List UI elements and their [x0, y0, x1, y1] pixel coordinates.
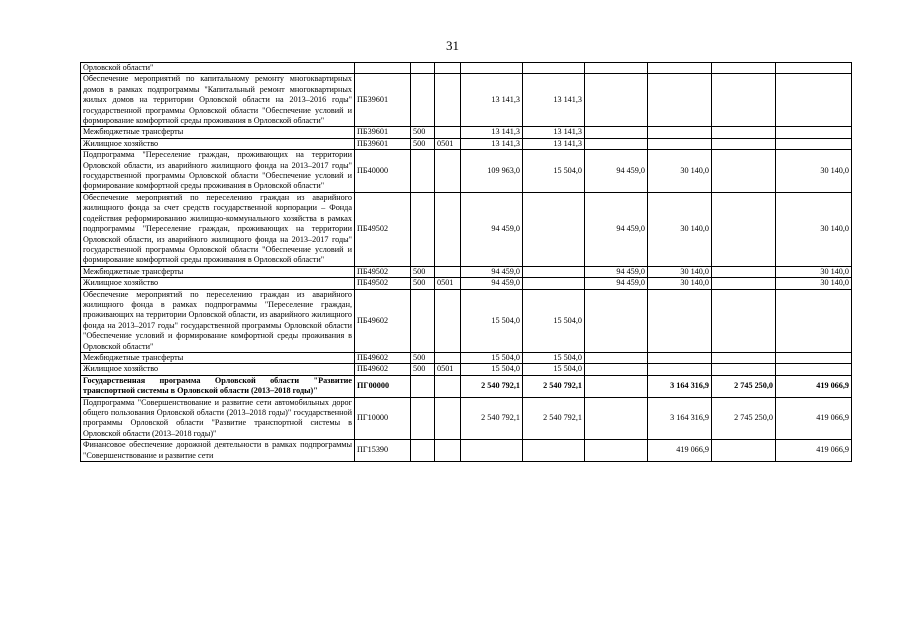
row-amount-3	[585, 289, 648, 352]
table-row	[81, 192, 852, 266]
row-amount-3: 94 459,0	[585, 278, 648, 289]
row-amount-4: 30 140,0	[648, 150, 712, 193]
row-vr	[411, 375, 435, 397]
table-row	[81, 74, 852, 127]
row-amount-4	[648, 364, 712, 375]
row-amount-2: 15 504,0	[523, 150, 585, 193]
row-amount-6	[776, 63, 852, 74]
row-section	[435, 266, 461, 277]
row-amount-6: 30 140,0	[776, 192, 852, 266]
row-name: Государственная программа Орловской области "Развитие транспортной системы в Орловской области (2013–2018 годы)"	[81, 375, 355, 397]
row-amount-2: 2 540 792,1	[523, 397, 585, 440]
row-section	[435, 192, 461, 266]
row-name: Обеспечение мероприятий по переселению граждан из аварийного жилищного фонда в рамках подпрограммы "Переселение граждан, проживающих на территории Орловской области, из аварийного жилищного фонда на 2013–2017 годы" государственной программы Орловской области "Обеспечение условий и формирование комфортной среды проживания в Орловской области"	[81, 289, 355, 352]
row-amount-3	[585, 364, 648, 375]
row-amount-3: 94 459,0	[585, 150, 648, 193]
table-row	[81, 364, 852, 375]
row-amount-6	[776, 289, 852, 352]
table-row	[81, 289, 852, 352]
row-amount-2: 15 504,0	[523, 364, 585, 375]
row-amount-6: 30 140,0	[776, 150, 852, 193]
row-name: Жилищное хозяйство	[81, 364, 355, 375]
row-amount-5	[712, 150, 776, 193]
row-amount-1: 109 963,0	[461, 150, 523, 193]
row-amount-5	[712, 63, 776, 74]
row-code: ПГ10000	[355, 397, 411, 440]
row-amount-1: 2 540 792,1	[461, 397, 523, 440]
row-section: 0501	[435, 138, 461, 149]
row-name: Обеспечение мероприятий по капитальному ремонту многоквартирных домов в рамках подпрограммы "Капитальный ремонт многоквартирных жилых домов на территории Орловской области на 2013–2016 годы" государственной программы Орловской области "Обеспечение условий и формирование комфортной среды проживания в Орловской области"	[81, 74, 355, 127]
row-amount-3	[585, 397, 648, 440]
row-amount-5	[712, 352, 776, 363]
row-vr	[411, 150, 435, 193]
row-name: Жилищное хозяйство	[81, 138, 355, 149]
row-amount-4	[648, 138, 712, 149]
row-amount-6: 30 140,0	[776, 278, 852, 289]
row-name: Подпрограмма "Переселение граждан, проживающих на территории Орловской области, из аварийного жилищного фонда на 2013–2017 годы" государственной программы Орловской области "Обеспечение условий и формирование комфортной среды проживания в Орловской области"	[81, 150, 355, 193]
row-amount-6: 419 066,9	[776, 440, 852, 462]
row-code: ПБ49602	[355, 289, 411, 352]
row-vr: 500	[411, 266, 435, 277]
row-amount-3	[585, 74, 648, 127]
row-amount-5	[712, 138, 776, 149]
row-amount-4	[648, 63, 712, 74]
row-amount-3	[585, 138, 648, 149]
row-vr	[411, 74, 435, 127]
row-amount-4: 30 140,0	[648, 278, 712, 289]
row-code: ПБ49602	[355, 364, 411, 375]
table-row	[81, 352, 852, 363]
row-amount-6	[776, 364, 852, 375]
table-row	[81, 278, 852, 289]
row-code: ПБ39601	[355, 74, 411, 127]
row-vr: 500	[411, 127, 435, 138]
row-section	[435, 127, 461, 138]
table-row	[81, 138, 852, 149]
row-amount-1: 15 504,0	[461, 352, 523, 363]
row-vr	[411, 440, 435, 462]
row-amount-6	[776, 74, 852, 127]
row-code: ПБ39601	[355, 127, 411, 138]
row-code: ПГ00000	[355, 375, 411, 397]
row-vr	[411, 397, 435, 440]
row-amount-5	[712, 278, 776, 289]
table-row	[81, 397, 852, 440]
row-amount-5	[712, 127, 776, 138]
row-amount-1: 15 504,0	[461, 289, 523, 352]
row-amount-6: 419 066,9	[776, 397, 852, 440]
row-amount-1: 94 459,0	[461, 278, 523, 289]
page-number: 31	[446, 38, 459, 53]
row-amount-2: 2 540 792,1	[523, 375, 585, 397]
row-amount-1: 13 141,3	[461, 74, 523, 127]
table-row	[81, 266, 852, 277]
row-amount-5: 2 745 250,0	[712, 375, 776, 397]
row-section	[435, 397, 461, 440]
row-amount-5	[712, 440, 776, 462]
table-row	[81, 440, 852, 462]
row-name: Орловской области"	[81, 63, 355, 74]
row-amount-1: 94 459,0	[461, 192, 523, 266]
row-amount-2: 15 504,0	[523, 352, 585, 363]
row-name: Жилищное хозяйство	[81, 278, 355, 289]
row-amount-2	[523, 440, 585, 462]
row-vr: 500	[411, 352, 435, 363]
row-vr: 500	[411, 138, 435, 149]
row-amount-4: 3 164 316,9	[648, 375, 712, 397]
row-amount-4: 419 066,9	[648, 440, 712, 462]
row-section	[435, 289, 461, 352]
row-amount-5	[712, 364, 776, 375]
row-code: ПБ49502	[355, 278, 411, 289]
row-amount-3	[585, 440, 648, 462]
row-amount-2: 15 504,0	[523, 289, 585, 352]
table-row	[81, 150, 852, 193]
row-name: Обеспечение мероприятий по переселению граждан из аварийного жилищного фонда за счет средств государственной корпорации – Фонда содействия реформированию жилищно-коммунального хозяйства в рамках подпрограммы "Переселение граждан, проживающих на территории Орловской области, из аварийного жилищного фонда на 2013–2017 годы" государственной программы Орловской области "Обеспечение условий и формирование комфортной среды проживания в Орловской области"	[81, 192, 355, 266]
row-code: ПБ49602	[355, 352, 411, 363]
row-amount-1: 13 141,3	[461, 138, 523, 149]
row-code: ПБ39601	[355, 138, 411, 149]
row-section	[435, 150, 461, 193]
row-amount-6	[776, 138, 852, 149]
row-amount-3	[585, 352, 648, 363]
row-code: ПБ40000	[355, 150, 411, 193]
row-amount-3	[585, 375, 648, 397]
row-amount-4	[648, 289, 712, 352]
row-amount-4	[648, 127, 712, 138]
row-amount-2	[523, 266, 585, 277]
row-amount-2	[523, 63, 585, 74]
row-section: 0501	[435, 364, 461, 375]
row-amount-4	[648, 74, 712, 127]
row-vr	[411, 289, 435, 352]
row-name: Подпрограмма "Совершенствование и развитие сети автомобильных дорог общего пользования Орловской области (2013–2018 годы)" государственной программы Орловской области "Развитие транспортной системы в Орловской области (2013–2018 годы)"	[81, 397, 355, 440]
table-row	[81, 375, 852, 397]
row-amount-2	[523, 192, 585, 266]
row-section	[435, 74, 461, 127]
row-section	[435, 352, 461, 363]
row-amount-6: 419 066,9	[776, 375, 852, 397]
row-amount-1: 2 540 792,1	[461, 375, 523, 397]
row-amount-2	[523, 278, 585, 289]
row-amount-6: 30 140,0	[776, 266, 852, 277]
row-name: Финансовое обеспечение дорожной деятельности в рамках подпрограммы "Совершенствование и развитие сети	[81, 440, 355, 462]
row-code: ПГ15390	[355, 440, 411, 462]
table-row	[81, 127, 852, 138]
row-amount-4: 3 164 316,9	[648, 397, 712, 440]
row-amount-2: 13 141,3	[523, 74, 585, 127]
row-code	[355, 63, 411, 74]
row-vr: 500	[411, 278, 435, 289]
row-amount-1	[461, 440, 523, 462]
row-vr	[411, 192, 435, 266]
row-section: 0501	[435, 278, 461, 289]
row-section	[435, 440, 461, 462]
table-row	[81, 63, 852, 74]
row-amount-4	[648, 352, 712, 363]
row-amount-3	[585, 63, 648, 74]
budget-table	[80, 62, 852, 462]
row-amount-1: 13 141,3	[461, 127, 523, 138]
row-amount-2: 13 141,3	[523, 138, 585, 149]
row-amount-3: 94 459,0	[585, 192, 648, 266]
row-amount-2: 13 141,3	[523, 127, 585, 138]
row-amount-6	[776, 352, 852, 363]
row-code: ПБ49502	[355, 266, 411, 277]
row-amount-5	[712, 266, 776, 277]
row-amount-4: 30 140,0	[648, 192, 712, 266]
row-section	[435, 63, 461, 74]
row-name: Межбюджетные трансферты	[81, 266, 355, 277]
row-amount-1: 15 504,0	[461, 364, 523, 375]
row-section	[435, 375, 461, 397]
row-amount-5	[712, 289, 776, 352]
row-amount-3: 94 459,0	[585, 266, 648, 277]
row-name: Межбюджетные трансферты	[81, 352, 355, 363]
row-amount-1: 94 459,0	[461, 266, 523, 277]
row-code: ПБ49502	[355, 192, 411, 266]
row-vr: 500	[411, 364, 435, 375]
row-name: Межбюджетные трансферты	[81, 127, 355, 138]
row-amount-1	[461, 63, 523, 74]
row-amount-5	[712, 74, 776, 127]
row-amount-6	[776, 127, 852, 138]
row-amount-3	[585, 127, 648, 138]
row-amount-5: 2 745 250,0	[712, 397, 776, 440]
row-amount-4: 30 140,0	[648, 266, 712, 277]
row-vr	[411, 63, 435, 74]
row-amount-5	[712, 192, 776, 266]
